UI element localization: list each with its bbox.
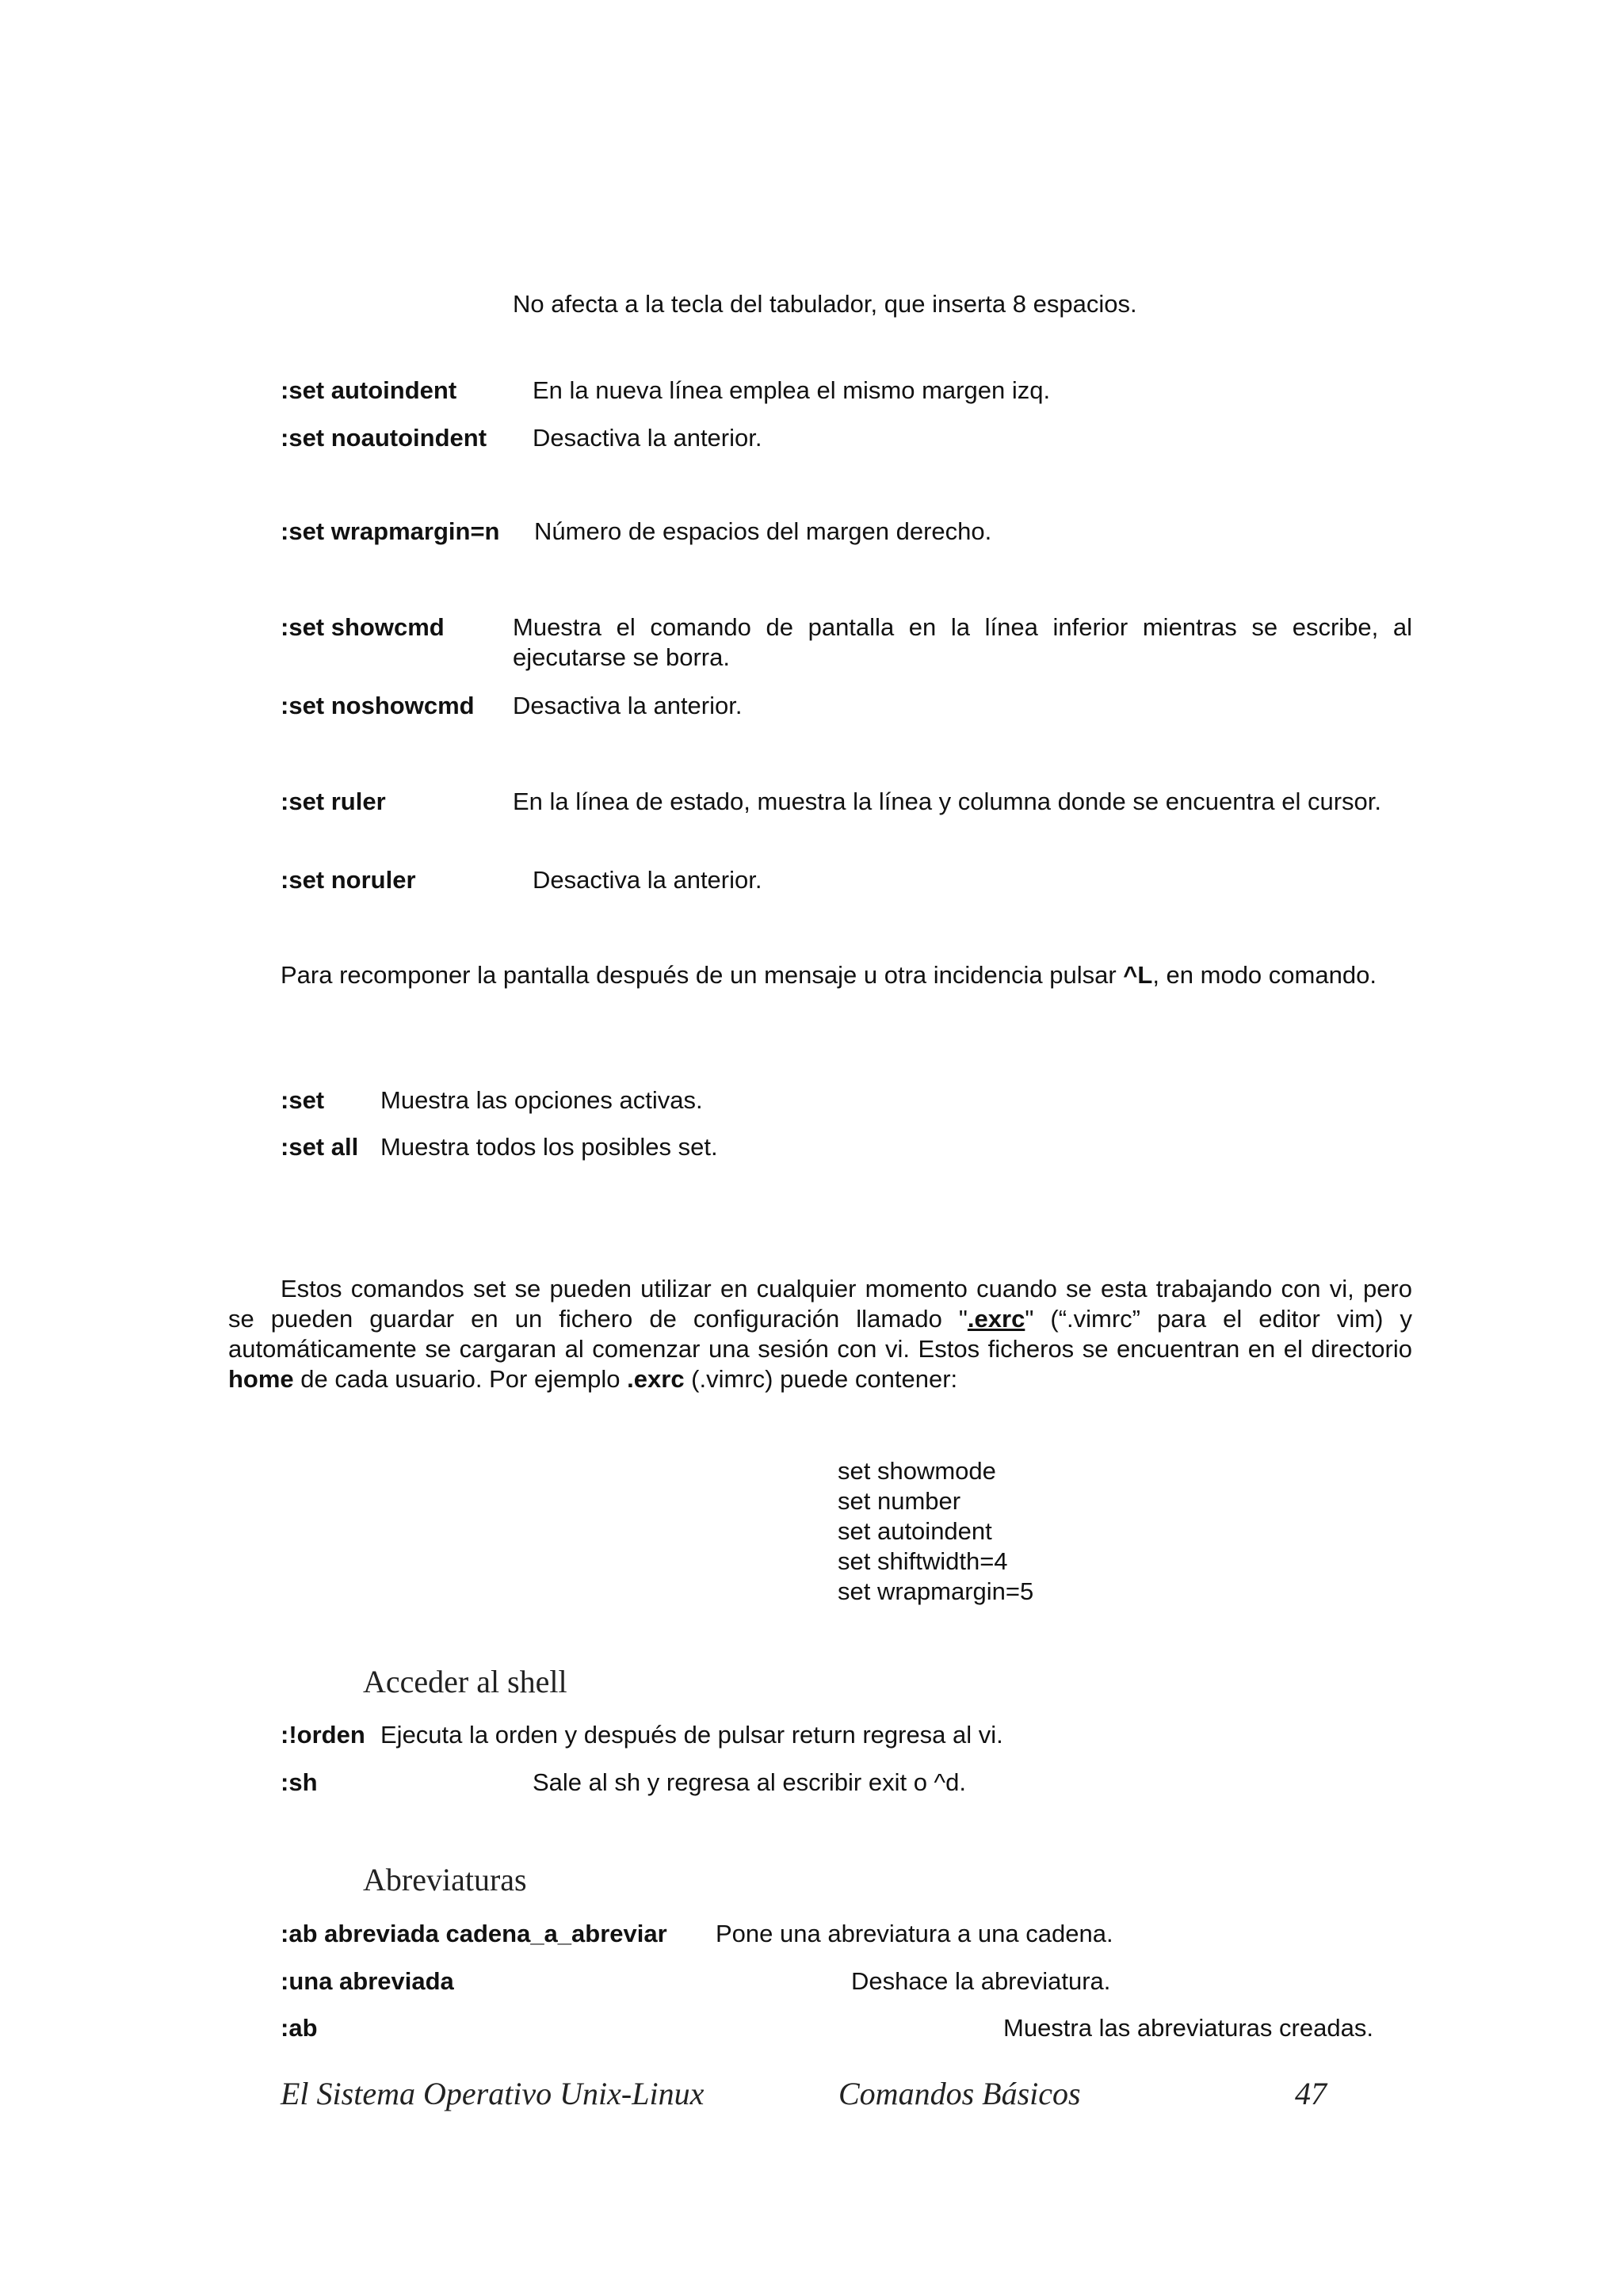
recompose-key: ^L	[1123, 961, 1153, 989]
footer-book-title: El Sistema Operativo Unix-Linux	[281, 2076, 705, 2111]
desc-set-wrapmargin: Número de espacios del margen derecho.	[534, 517, 992, 545]
code-line: set number	[838, 1487, 961, 1515]
config-paragraph-part-3: de cada usuario. Por ejemplo	[293, 1365, 628, 1393]
exrc-link[interactable]: .exrc	[967, 1305, 1025, 1333]
desc-set: Muestra las opciones activas.	[380, 1086, 703, 1114]
desc-ab-create: Pone una abreviatura a una cadena.	[716, 1920, 1113, 1947]
cmd-sh: :sh	[281, 1768, 318, 1796]
desc-set-all: Muestra todos los posibles set.	[380, 1133, 718, 1161]
desc-set-autoindent: En la nueva línea emplea el mismo margen izq.	[533, 376, 1051, 404]
home-term: home	[228, 1365, 294, 1393]
desc-una: Deshace la abreviatura.	[851, 1967, 1111, 1995]
cmd-set-showcmd: :set showcmd	[281, 613, 445, 641]
cmd-set-ruler: :set ruler	[281, 788, 386, 815]
cmd-set-noautoindent: :set noautoindent	[281, 424, 487, 452]
cmd-set-noshowcmd: :set noshowcmd	[281, 692, 475, 719]
recompose-paragraph	[281, 960, 1412, 990]
code-line: set autoindent	[838, 1517, 992, 1545]
cmd-set-all: :set all	[281, 1133, 359, 1161]
cmd-ab-list: :ab	[281, 2014, 318, 2042]
code-line: set shiftwidth=4	[838, 1547, 1008, 1575]
desc-set-noruler: Desactiva la anterior.	[533, 866, 762, 894]
cmd-set-wrapmargin: :set wrapmargin=n	[281, 517, 500, 545]
desc-set-noautoindent: Desactiva la anterior.	[533, 424, 762, 452]
recompose-text-after: , en modo comando.	[1152, 961, 1377, 989]
cmd-una: :una abreviada	[281, 1967, 454, 1995]
code-line: set showmode	[838, 1457, 996, 1485]
recompose-text-before: Para recomponer la pantalla después de un mensaje u otra incidencia pulsar	[281, 961, 1124, 989]
footer-section-title: Comandos Básicos	[838, 2076, 1081, 2111]
cmd-orden: :!orden	[281, 1721, 365, 1749]
desc-orden: Ejecuta la orden y después de pulsar return regresa al vi.	[380, 1721, 1003, 1749]
intro-line: No afecta a la tecla del tabulador, que inserta 8 espacios.	[513, 290, 1137, 318]
code-line: set wrapmargin=5	[838, 1577, 1034, 1605]
cmd-set-noruler: :set noruler	[281, 866, 416, 894]
footer-page-number: 47	[1295, 2076, 1327, 2111]
config-paragraph-part-1: Estos comandos set se pueden utilizar en cualquier momento cuando se esta trabajando con vi, pero se pueden guardar en un fichero de configuración llamado "	[228, 1275, 1412, 1333]
config-paragraph-part-4: (.vimrc) puede contener:	[684, 1365, 958, 1393]
desc-sh: Sale al sh y regresa al escribir exit o ^d.	[533, 1768, 966, 1796]
desc-ab-list: Muestra las abreviaturas creadas.	[1003, 2014, 1373, 2042]
exrc-term: .exrc	[627, 1365, 685, 1393]
desc-set-showcmd: Muestra el comando de pantalla en la línea inferior mientras se escribe, al ejecutarse se borra.	[513, 613, 1412, 671]
cmd-set: :set	[281, 1086, 325, 1114]
exrc-example	[838, 1456, 1033, 1607]
desc-set-ruler: En la línea de estado, muestra la línea y columna donde se encuentra el cursor.	[513, 788, 1382, 815]
section-heading-shell: Acceder al shell	[363, 1664, 567, 1699]
config-paragraph	[228, 1274, 1412, 1394]
config-paragraph-part-2: " (“.vimrc” para el editor vim) y automáticamente se cargaran al comenzar una sesión con vi. Estos ficheros se encuentran en el directorio	[228, 1305, 1412, 1363]
cmd-ab-create: :ab abreviada cadena_a_abreviar	[281, 1920, 667, 1947]
desc-set-noshowcmd: Desactiva la anterior.	[513, 692, 743, 719]
section-heading-abbrev: Abreviaturas	[363, 1862, 527, 1897]
cmd-set-autoindent: :set autoindent	[281, 376, 457, 404]
